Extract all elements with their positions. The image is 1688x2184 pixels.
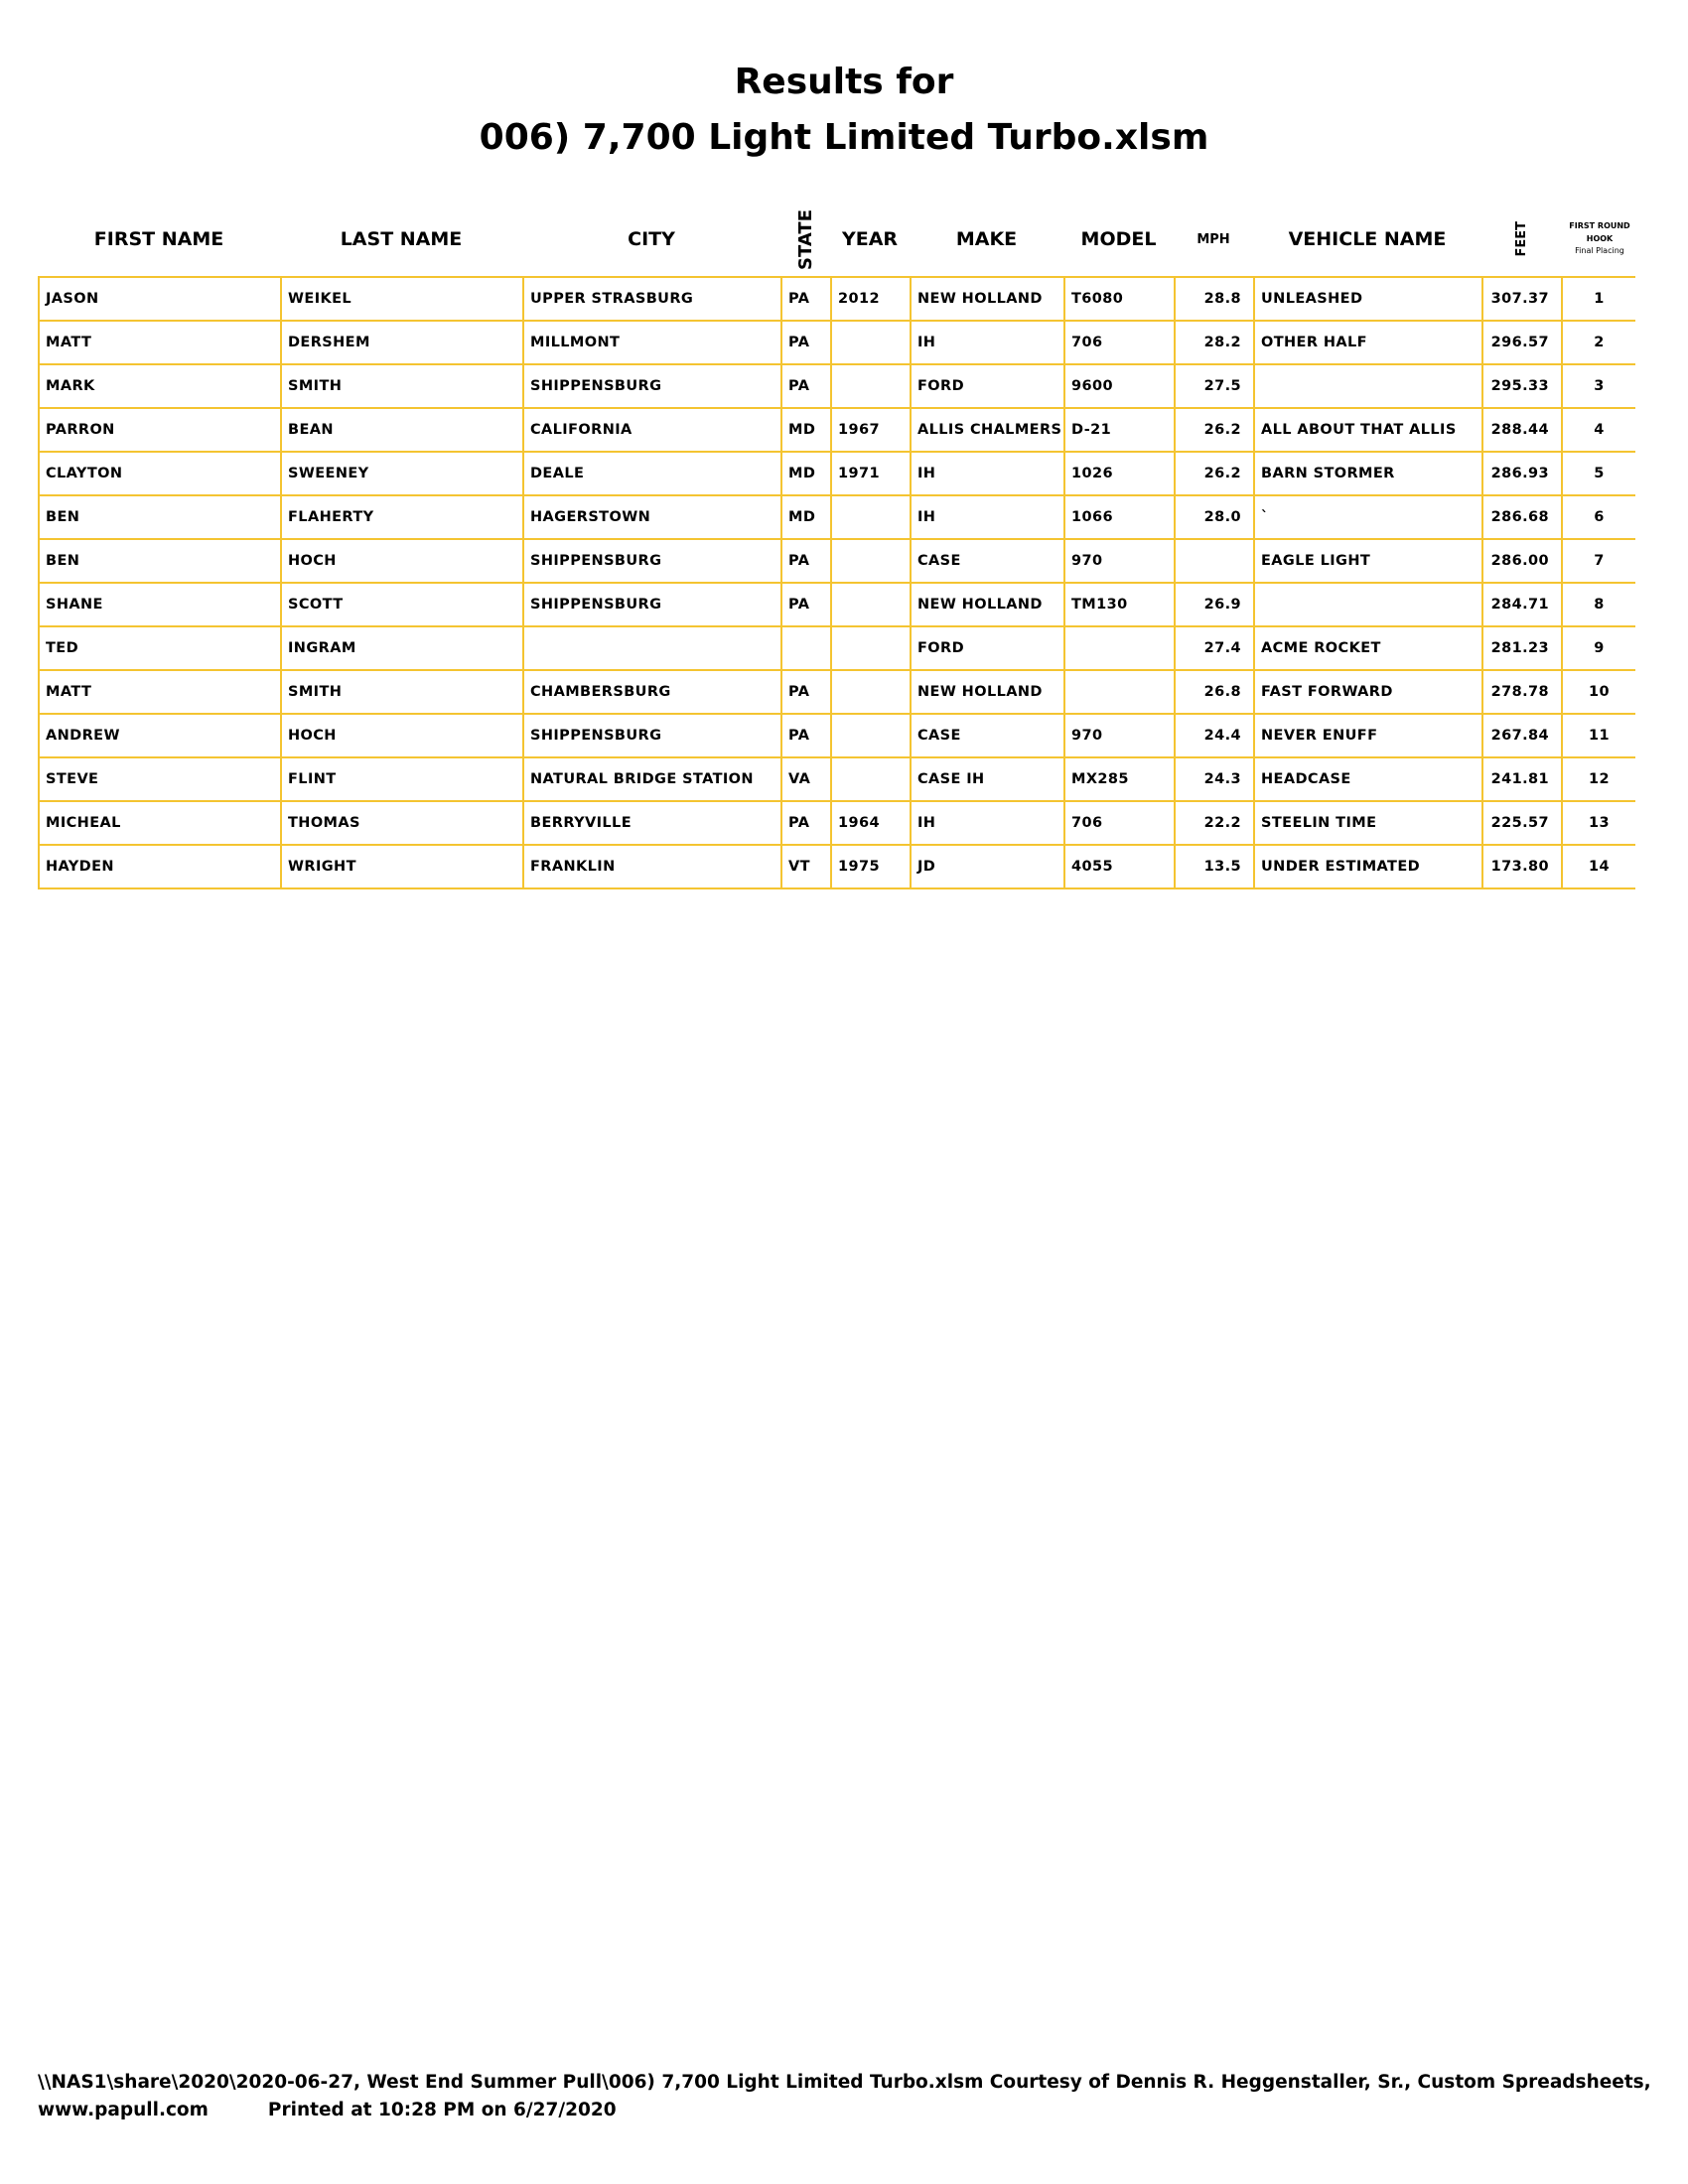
- cell-place: 11: [1562, 714, 1635, 757]
- cell-state: PA: [781, 670, 831, 714]
- cell-city: CHAMBERSBURG: [523, 670, 781, 714]
- cell-feet: 286.93: [1482, 452, 1562, 495]
- cell-city: SHIPPENSBURG: [523, 714, 781, 757]
- cell-last-name: SCOTT: [281, 583, 523, 626]
- cell-model: 4055: [1064, 845, 1175, 888]
- cell-first-name: JASON: [39, 277, 281, 321]
- cell-make: ALLIS CHALMERS: [911, 408, 1064, 452]
- cell-year: [831, 364, 911, 408]
- cell-place: 2: [1562, 321, 1635, 364]
- footer-path: \\NAS1\share\2020\2020-06-27, West End Summer Pull\006) 7,700 Light Limited Turbo.xlsm Courtesy of Dennis R. Heggenstaller, Sr., Custom Spreadsheets,: [38, 2072, 1651, 2093]
- cell-mph: 26.2: [1175, 408, 1254, 452]
- cell-state: PA: [781, 277, 831, 321]
- cell-vehicle-name: ALL ABOUT THAT ALLIS: [1254, 408, 1482, 452]
- file-title: 006) 7,700 Light Limited Turbo.xlsm: [479, 117, 1209, 158]
- cell-place: 1: [1562, 277, 1635, 321]
- table-row: [39, 495, 1635, 539]
- cell-first-name: PARRON: [39, 408, 281, 452]
- footer: [38, 2069, 1656, 2124]
- cell-place: 8: [1562, 583, 1635, 626]
- cell-make: FORD: [911, 364, 1064, 408]
- cell-make: CASE: [911, 714, 1064, 757]
- cell-vehicle-name: STEELIN TIME: [1254, 801, 1482, 845]
- cell-year: [831, 626, 911, 670]
- footer-website: www.papull.com: [38, 2100, 209, 2120]
- cell-last-name: SWEENEY: [281, 452, 523, 495]
- cell-feet: 296.57: [1482, 321, 1562, 364]
- header-vehicle-name: VEHICLE NAME: [1288, 228, 1447, 250]
- cell-mph: 22.2: [1175, 801, 1254, 845]
- cell-first-name: MATT: [39, 321, 281, 364]
- cell-first-name: BEN: [39, 539, 281, 583]
- cell-make: IH: [911, 452, 1064, 495]
- cell-make: IH: [911, 321, 1064, 364]
- cell-year: [831, 539, 911, 583]
- cell-place: 3: [1562, 364, 1635, 408]
- cell-year: 2012: [831, 277, 911, 321]
- table-row: [39, 408, 1635, 452]
- cell-vehicle-name: EAGLE LIGHT: [1254, 539, 1482, 583]
- cell-last-name: SMITH: [281, 670, 523, 714]
- cell-place: 4: [1562, 408, 1635, 452]
- cell-city: UPPER STRASBURG: [523, 277, 781, 321]
- table-row: [39, 364, 1635, 408]
- cell-city: SHIPPENSBURG: [523, 583, 781, 626]
- cell-state: MD: [781, 452, 831, 495]
- cell-first-name: MATT: [39, 670, 281, 714]
- cell-state: PA: [781, 583, 831, 626]
- header-state-label: STATE: [794, 208, 816, 270]
- cell-model: [1064, 626, 1175, 670]
- cell-last-name: WEIKEL: [281, 277, 523, 321]
- table-row: [39, 277, 1635, 321]
- cell-model: 9600: [1064, 364, 1175, 408]
- cell-model: 706: [1064, 321, 1175, 364]
- cell-place: 13: [1562, 801, 1635, 845]
- cell-model: TM130: [1064, 583, 1175, 626]
- cell-mph: [1175, 539, 1254, 583]
- cell-vehicle-name: [1254, 583, 1482, 626]
- cell-make: NEW HOLLAND: [911, 670, 1064, 714]
- cell-feet: 307.37: [1482, 277, 1562, 321]
- header-city: CITY: [628, 228, 675, 250]
- cell-first-name: STEVE: [39, 757, 281, 801]
- cell-mph: 27.4: [1175, 626, 1254, 670]
- column-headers: [38, 195, 1634, 284]
- cell-mph: 13.5: [1175, 845, 1254, 888]
- cell-first-name: MICHEAL: [39, 801, 281, 845]
- cell-feet: 286.68: [1482, 495, 1562, 539]
- cell-first-name: TED: [39, 626, 281, 670]
- cell-year: [831, 495, 911, 539]
- footer-printed: Printed at 10:28 PM on 6/27/2020: [267, 2100, 617, 2120]
- cell-feet: 278.78: [1482, 670, 1562, 714]
- cell-first-name: HAYDEN: [39, 845, 281, 888]
- cell-last-name: INGRAM: [281, 626, 523, 670]
- cell-last-name: THOMAS: [281, 801, 523, 845]
- cell-state: PA: [781, 714, 831, 757]
- cell-city: BERRYVILLE: [523, 801, 781, 845]
- cell-year: 1975: [831, 845, 911, 888]
- cell-model: MX285: [1064, 757, 1175, 801]
- cell-city: MILLMONT: [523, 321, 781, 364]
- cell-feet: 225.57: [1482, 801, 1562, 845]
- cell-vehicle-name: BARN STORMER: [1254, 452, 1482, 495]
- cell-year: [831, 321, 911, 364]
- cell-vehicle-name: NEVER ENUFF: [1254, 714, 1482, 757]
- cell-place: 6: [1562, 495, 1635, 539]
- cell-mph: 26.8: [1175, 670, 1254, 714]
- cell-feet: 267.84: [1482, 714, 1562, 757]
- table-row: [39, 583, 1635, 626]
- cell-place: 9: [1562, 626, 1635, 670]
- cell-state: MD: [781, 495, 831, 539]
- header-feet: [1481, 195, 1561, 284]
- cell-first-name: BEN: [39, 495, 281, 539]
- cell-make: IH: [911, 495, 1064, 539]
- cell-city: FRANKLIN: [523, 845, 781, 888]
- header-hook-line2: HOOK: [1586, 233, 1614, 243]
- cell-state: VT: [781, 845, 831, 888]
- cell-first-name: MARK: [39, 364, 281, 408]
- cell-year: [831, 583, 911, 626]
- cell-mph: 24.4: [1175, 714, 1254, 757]
- table-row: [39, 626, 1635, 670]
- cell-feet: 295.33: [1482, 364, 1562, 408]
- cell-make: CASE IH: [911, 757, 1064, 801]
- cell-model: 1026: [1064, 452, 1175, 495]
- cell-state: PA: [781, 364, 831, 408]
- table-row: [39, 845, 1635, 888]
- header-mph: MPH: [1196, 231, 1230, 247]
- cell-vehicle-name: OTHER HALF: [1254, 321, 1482, 364]
- page-title: Results for: [734, 62, 954, 102]
- cell-make: JD: [911, 845, 1064, 888]
- cell-vehicle-name: UNLEASHED: [1254, 277, 1482, 321]
- header-feet-label: FEET: [1513, 221, 1529, 257]
- cell-model: 970: [1064, 539, 1175, 583]
- cell-state: PA: [781, 321, 831, 364]
- cell-last-name: DERSHEM: [281, 321, 523, 364]
- cell-make: FORD: [911, 626, 1064, 670]
- cell-make: NEW HOLLAND: [911, 277, 1064, 321]
- cell-city: DEALE: [523, 452, 781, 495]
- header-make: MAKE: [955, 228, 1018, 250]
- header-year: YEAR: [841, 228, 899, 250]
- cell-place: 5: [1562, 452, 1635, 495]
- table-row: [39, 539, 1635, 583]
- cell-last-name: FLINT: [281, 757, 523, 801]
- header-first-name: FIRST NAME: [93, 228, 224, 250]
- cell-state: [781, 626, 831, 670]
- cell-city: CALIFORNIA: [523, 408, 781, 452]
- cell-place: 12: [1562, 757, 1635, 801]
- cell-feet: 173.80: [1482, 845, 1562, 888]
- cell-place: 7: [1562, 539, 1635, 583]
- cell-city: [523, 626, 781, 670]
- table-row: [39, 452, 1635, 495]
- cell-last-name: SMITH: [281, 364, 523, 408]
- header-model: MODEL: [1080, 228, 1157, 250]
- cell-state: VA: [781, 757, 831, 801]
- cell-year: [831, 670, 911, 714]
- cell-first-name: CLAYTON: [39, 452, 281, 495]
- cell-year: 1967: [831, 408, 911, 452]
- table-row: [39, 801, 1635, 845]
- cell-feet: 241.81: [1482, 757, 1562, 801]
- cell-city: HAGERSTOWN: [523, 495, 781, 539]
- cell-model: 1066: [1064, 495, 1175, 539]
- results-rows: [39, 277, 1635, 888]
- cell-model: 706: [1064, 801, 1175, 845]
- cell-vehicle-name: [1254, 364, 1482, 408]
- cell-make: NEW HOLLAND: [911, 583, 1064, 626]
- table-row: [39, 670, 1635, 714]
- cell-last-name: FLAHERTY: [281, 495, 523, 539]
- cell-mph: 28.0: [1175, 495, 1254, 539]
- cell-state: PA: [781, 801, 831, 845]
- cell-city: SHIPPENSBURG: [523, 539, 781, 583]
- cell-model: T6080: [1064, 277, 1175, 321]
- cell-make: CASE: [911, 539, 1064, 583]
- cell-year: 1964: [831, 801, 911, 845]
- cell-last-name: BEAN: [281, 408, 523, 452]
- cell-year: [831, 714, 911, 757]
- cell-place: 10: [1562, 670, 1635, 714]
- cell-vehicle-name: HEADCASE: [1254, 757, 1482, 801]
- cell-feet: 286.00: [1482, 539, 1562, 583]
- cell-mph: 28.2: [1175, 321, 1254, 364]
- cell-city: SHIPPENSBURG: [523, 364, 781, 408]
- cell-year: [831, 757, 911, 801]
- table-row: [39, 321, 1635, 364]
- cell-last-name: HOCH: [281, 714, 523, 757]
- header-last-name: LAST NAME: [340, 228, 463, 250]
- cell-model: D-21: [1064, 408, 1175, 452]
- cell-mph: 27.5: [1175, 364, 1254, 408]
- header-hook-line3: Final Placing: [1575, 246, 1624, 256]
- cell-state: PA: [781, 539, 831, 583]
- cell-year: 1971: [831, 452, 911, 495]
- cell-model: 970: [1064, 714, 1175, 757]
- cell-last-name: HOCH: [281, 539, 523, 583]
- table-row: [39, 714, 1635, 757]
- cell-feet: 281.23: [1482, 626, 1562, 670]
- cell-model: [1064, 670, 1175, 714]
- header-hook-placing: [1561, 195, 1638, 284]
- cell-vehicle-name: FAST FORWARD: [1254, 670, 1482, 714]
- header-state: [780, 195, 830, 284]
- cell-mph: 26.2: [1175, 452, 1254, 495]
- table-row: [39, 757, 1635, 801]
- cell-vehicle-name: UNDER ESTIMATED: [1254, 845, 1482, 888]
- cell-mph: 26.9: [1175, 583, 1254, 626]
- cell-first-name: ANDREW: [39, 714, 281, 757]
- cell-feet: 284.71: [1482, 583, 1562, 626]
- cell-make: IH: [911, 801, 1064, 845]
- cell-vehicle-name: `: [1254, 495, 1482, 539]
- footer-line2: [38, 2097, 1656, 2124]
- cell-place: 14: [1562, 845, 1635, 888]
- results-table: [38, 276, 1635, 889]
- cell-feet: 288.44: [1482, 408, 1562, 452]
- cell-state: MD: [781, 408, 831, 452]
- cell-mph: 28.8: [1175, 277, 1254, 321]
- header-hook-line1: FIRST ROUND: [1569, 220, 1630, 230]
- cell-first-name: SHANE: [39, 583, 281, 626]
- cell-vehicle-name: ACME ROCKET: [1254, 626, 1482, 670]
- cell-mph: 24.3: [1175, 757, 1254, 801]
- cell-city: NATURAL BRIDGE STATION: [523, 757, 781, 801]
- cell-last-name: WRIGHT: [281, 845, 523, 888]
